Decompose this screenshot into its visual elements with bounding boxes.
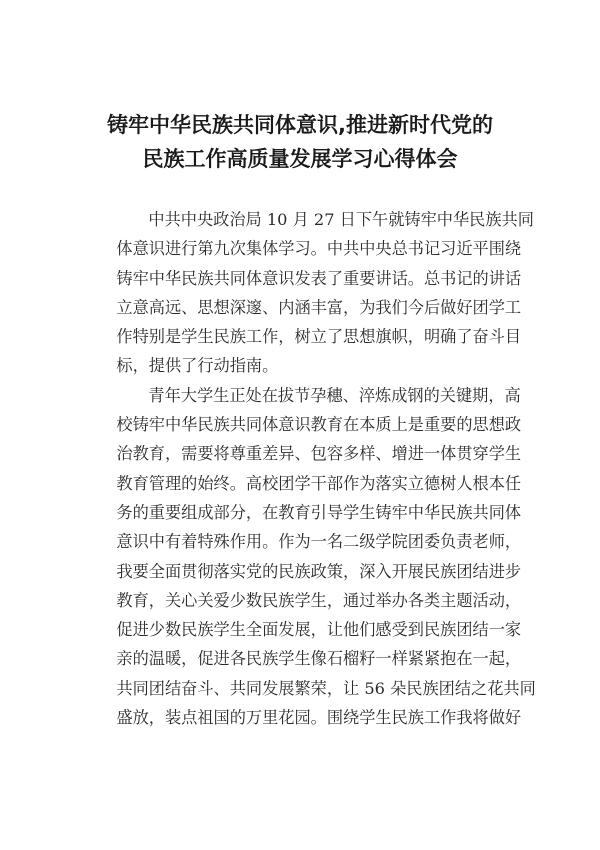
text-line: 体意识进行第九次集体学习。中共中央总书记习近平围绕: [116, 239, 522, 259]
text-line: 共同团结奋斗、共同发展繁荣，让 56 朵民族团结之花共同: [116, 678, 536, 698]
text-line: 作特别是学生民族工作，树立了思想旗帜，明确了奋斗目: [116, 327, 522, 347]
text-line: 标，提供了行动指南。: [116, 356, 279, 376]
text-line: 治教育，需要将尊重差异、包容多样、增进一体贯穿学生: [116, 444, 522, 464]
text-line: 教育，关心关爱少数民族学生，通过举办各类主题活动，: [116, 590, 522, 610]
text-line: 我要全面贯彻落实党的民族政策，深入开展民族团结进步: [116, 561, 522, 581]
paragraph-1: [84, 205, 534, 381]
text-line: 中共中央政治局 10 月 27 日下午就铸牢中华民族共同: [148, 210, 534, 229]
title-line: 民族工作高质量发展学习心得体会: [142, 147, 458, 171]
paragraph-2: [84, 381, 536, 733]
document-body: [84, 205, 536, 732]
text-line: 铸牢中华民族共同体意识发表了重要讲话。总书记的讲话: [116, 268, 522, 288]
text-line: 盛放，装点祖国的万里花园。围绕学生民族工作我将做好: [116, 708, 522, 728]
text-line: 立意高远、思想深邃、内涵丰富，为我们今后做好团学工: [116, 297, 522, 317]
text-line: 校铸牢中华民族共同体意识教育在本质上是重要的思想政: [116, 415, 522, 435]
text-line: 意识中有着特殊作用。作为一名二级学院团委负责老师，: [116, 532, 522, 552]
text-line: 务的重要组成部分，在教育引导学生铸牢中华民族共同体: [116, 502, 522, 522]
text-line: 促进少数民族学生全面发展，让他们感受到民族团结一家: [116, 620, 522, 640]
text-line: 亲的温暖，促进各民族学生像石榴籽一样紧紧抱在一起，: [116, 649, 522, 669]
document-title: [60, 108, 540, 176]
text-line: 教育管理的始终。高校团学干部作为落实立德树人根本任: [116, 473, 522, 493]
text-line: 青年大学生正处在拔节孕穗、淬炼成钢的关键期，高: [148, 385, 521, 405]
title-line: 铸牢中华民族共同体意识,推进新时代党的: [107, 113, 493, 137]
